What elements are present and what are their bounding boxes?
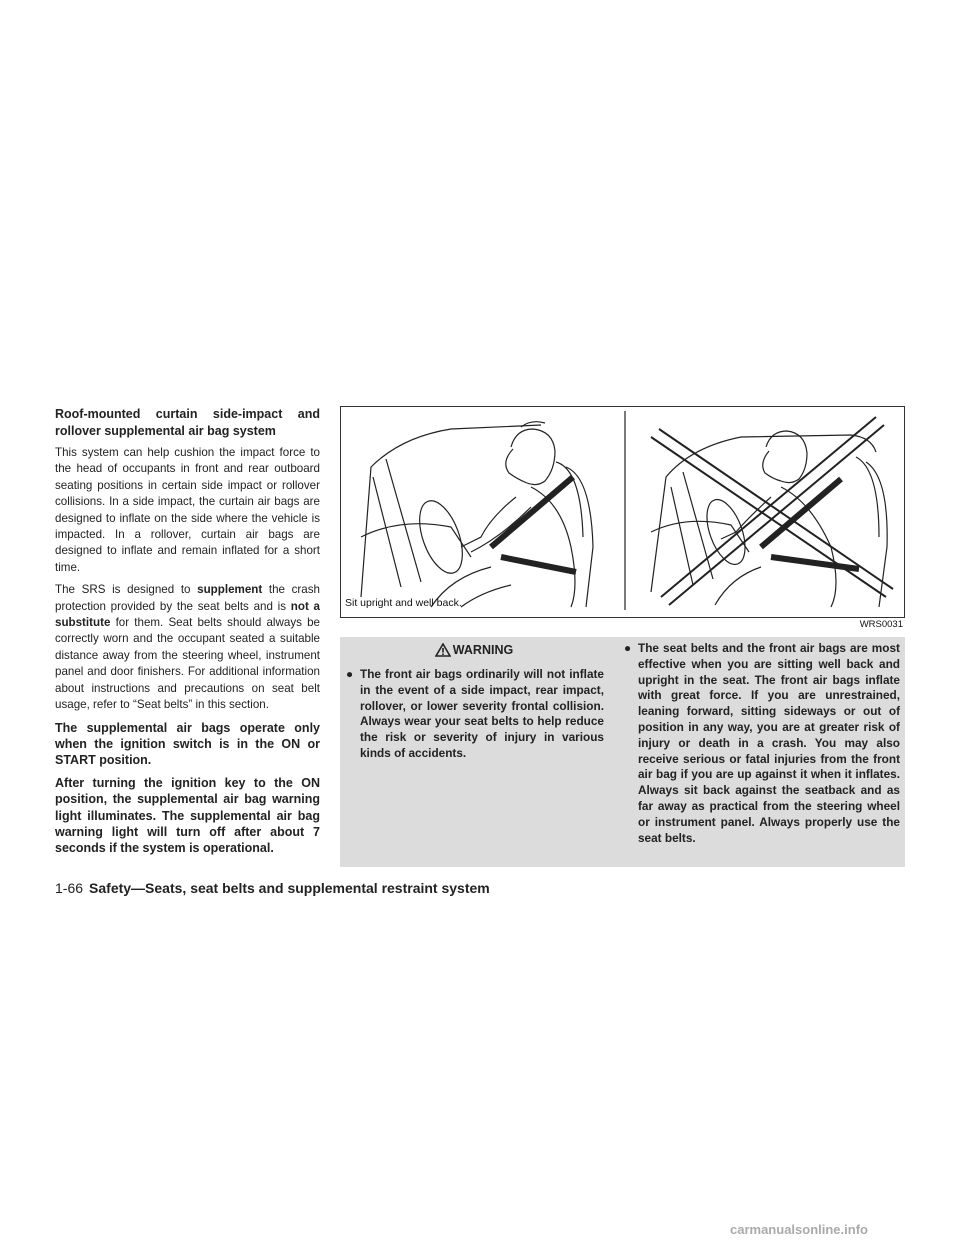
left-text-column: [55, 406, 320, 863]
paragraph-ignition-operation: The supplemental air bags operate only when the ignition switch is in the ON or START position.: [55, 720, 320, 768]
page-footer: [55, 880, 490, 896]
warning-box: [340, 637, 905, 867]
warning-header: [340, 637, 608, 663]
section-title: Safety—Seats, seat belts and supplemental restraint system: [89, 880, 490, 896]
seating-position-figure: [340, 406, 905, 631]
warning-item-1: ● The front air bags ordinarily will not inflate in the event of a side impact, rear impact, rollover, or lower severity frontal collision. Always wear your seat belts to help reduce the risk or severity of injury in various kinds of accidents.: [346, 667, 604, 760]
figure-code: WRS0031: [859, 619, 903, 630]
warning-column-right: [624, 641, 900, 846]
paragraph-curtain-system: This system can help cushion the impact force to the head of occupants in front and rear outboard seating positions in certain side impact or rollover collisions. In a side impact, the curtain air bags are designed to inflate on the side where the vehicle is impacted. In a rollover, curtain air bags are designed to inflate and remain inflated for a short time.: [55, 446, 320, 574]
warning-column-left: [346, 667, 604, 762]
page-number: 1-66: [55, 880, 84, 896]
warning-item-2: ● The seat belts and the front air bags are most effective when you are sitting well back and upright in the seat. The front air bags inflate with great force. If you are unrestrained, leaning forward, sitting sideways or out of position in any way, you are at greater risk of injury or death in a crash. You may also receive serious or fatal injuries from the front air bag if you are up against it when it inflates. Always sit back against the seatback and as far away as practical from the steering wheel or instrument panel. Always properly use the seat belts.: [624, 641, 900, 845]
correct-posture-drawing: [361, 422, 593, 607]
figure-code-bar: [340, 617, 905, 632]
paragraph-srs-supplement: The SRS is designed to supplement the crash protection provided by the seat belts and is not a substitute for them. Seat belts should always be correctly worn and the occupant seated a suitable distance away from the steering wheel, instrument panel and door finishers. For additional information about instructions and precautions on seat belt usage, refer to “Seat belts” in this section.: [55, 583, 320, 712]
bullet-icon: ●: [346, 667, 354, 681]
warning-title: WARNING: [452, 643, 514, 657]
section-heading: Roof-mounted curtain side-impact and rollover supplemental air bag system: [55, 407, 320, 438]
bullet-icon: ●: [624, 641, 632, 655]
figure-caption: Sit upright and well back.: [345, 597, 462, 609]
paragraph-warning-light: After turning the ignition key to the ON position, the supplemental air bag warning light illuminates. The supplemental air bag warning light will turn off after about 7 seconds if the system is operational.: [55, 775, 320, 856]
watermark: carmanualsonline.info: [730, 1222, 868, 1237]
incorrect-posture-drawing: [651, 417, 893, 607]
warning-triangle-icon: [435, 643, 451, 657]
